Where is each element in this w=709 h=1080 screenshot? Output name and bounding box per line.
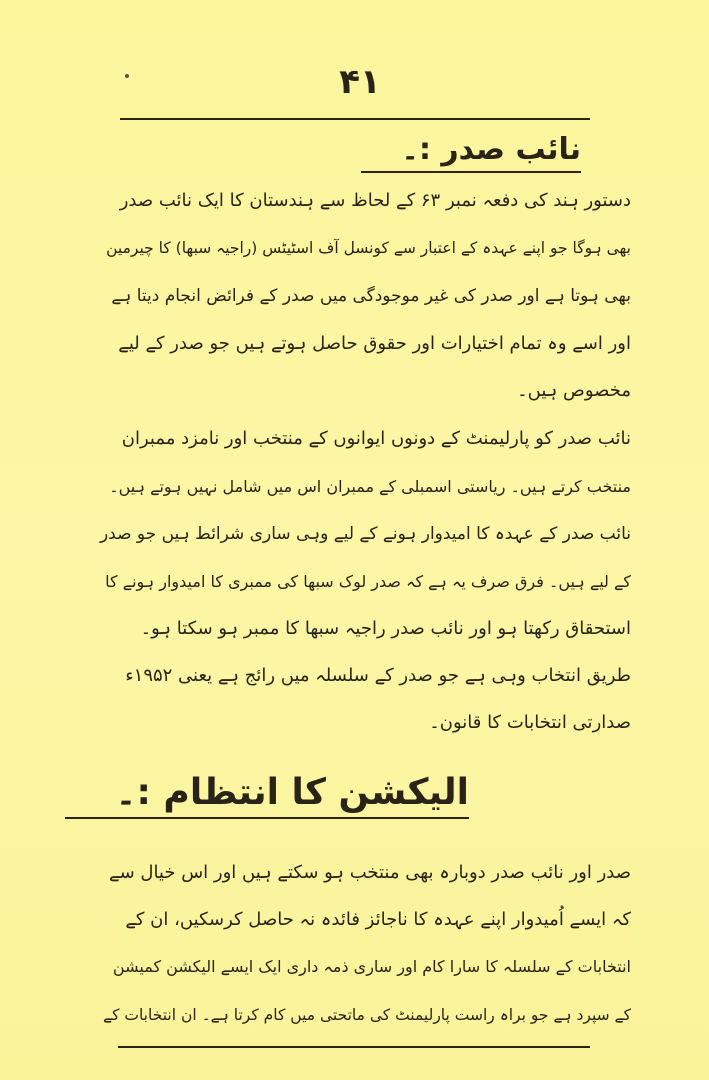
page-number: ۴۱ xyxy=(339,62,381,102)
text-line: نائب صدر کو پارلیمنٹ کے دونوں ایوانوں کے منتخب اور نامزد ممبران xyxy=(121,428,631,449)
text-line: کہ ایسے اُمیدوار اپنے عہدہ کا ناجائز فائدہ نہ حاصل کرسکیں، ان کے xyxy=(125,909,631,930)
speck-mark xyxy=(125,74,129,78)
heading-underline xyxy=(361,171,581,173)
text-line: نائب صدر کے عہدہ کا امیدوار ہونے کے لیے وہی ساری شرائط ہیں جو صدر xyxy=(99,524,631,544)
text-line: صدارتی انتخابات کا قانون۔ xyxy=(429,712,631,733)
text-line: منتخب کرتے ہیں۔ ریاستی اسمبلی کے ممبران اس میں شامل نہیں ہوتے ہیں۔ xyxy=(109,477,631,496)
heading-election-arrangement xyxy=(115,772,469,813)
text-line: بھی ہوگا جو اپنے عہدہ کے اعتبار سے کونسل آف اسٹیٹس (راجیہ سبھا) کا چیرمین xyxy=(106,239,631,257)
heading-underline xyxy=(65,817,469,819)
heading-vice-president-text: نائب صدر :۔ xyxy=(401,132,581,167)
bottom-rule xyxy=(118,1046,590,1048)
text-line: صدر اور نائب صدر دوبارہ بھی منتخب ہو سکتے ہیں اور اس خیال سے xyxy=(109,862,631,883)
text-line: بھی ہوتا ہے اور صدر کی غیر موجودگی میں صدر کے فرائض انجام دیتا ہے xyxy=(111,286,631,306)
text-line: اور اسے وہ تمام اختیارات اور حقوق حاصل ہوتے ہیں جو صدر کے لیے xyxy=(118,333,631,354)
text-line: کے سپرد ہے جو براہ راست پارلیمنٹ کی ماتحتی میں کام کرتا ہے۔ ان انتخابات کے xyxy=(102,1006,631,1024)
text-line: طریق انتخاب وہی ہے جو صدر کے سلسلہ میں رائج ہے یعنی ۱۹۵۲ء xyxy=(125,665,631,686)
top-rule xyxy=(120,118,590,120)
heading-election-arrangement-text: الیکشن کا انتظام :۔ xyxy=(115,772,469,813)
text-line: مخصوص ہیں۔ xyxy=(517,380,631,401)
text-line: استحقاق رکھتا ہو اور نائب صدر راجیہ سبھا کا ممبر ہو سکتا ہو۔ xyxy=(140,618,631,639)
text-line: انتخابات کے سلسلہ کا سارا کام اور ساری ذمہ داری ایک ایسے الیکشن کمیشن xyxy=(112,957,631,976)
heading-vice-president xyxy=(401,132,581,167)
text-line: دستور ہند کی دفعہ نمبر ۶۳ کے لحاظ سے ہندستان کا ایک نائب صدر xyxy=(119,190,631,211)
text-line: کے لیے ہیں۔ فرق صرف یہ ہے کہ صدر لوک سبھا کی ممبری کا امیدوار ہونے کا xyxy=(105,572,631,591)
